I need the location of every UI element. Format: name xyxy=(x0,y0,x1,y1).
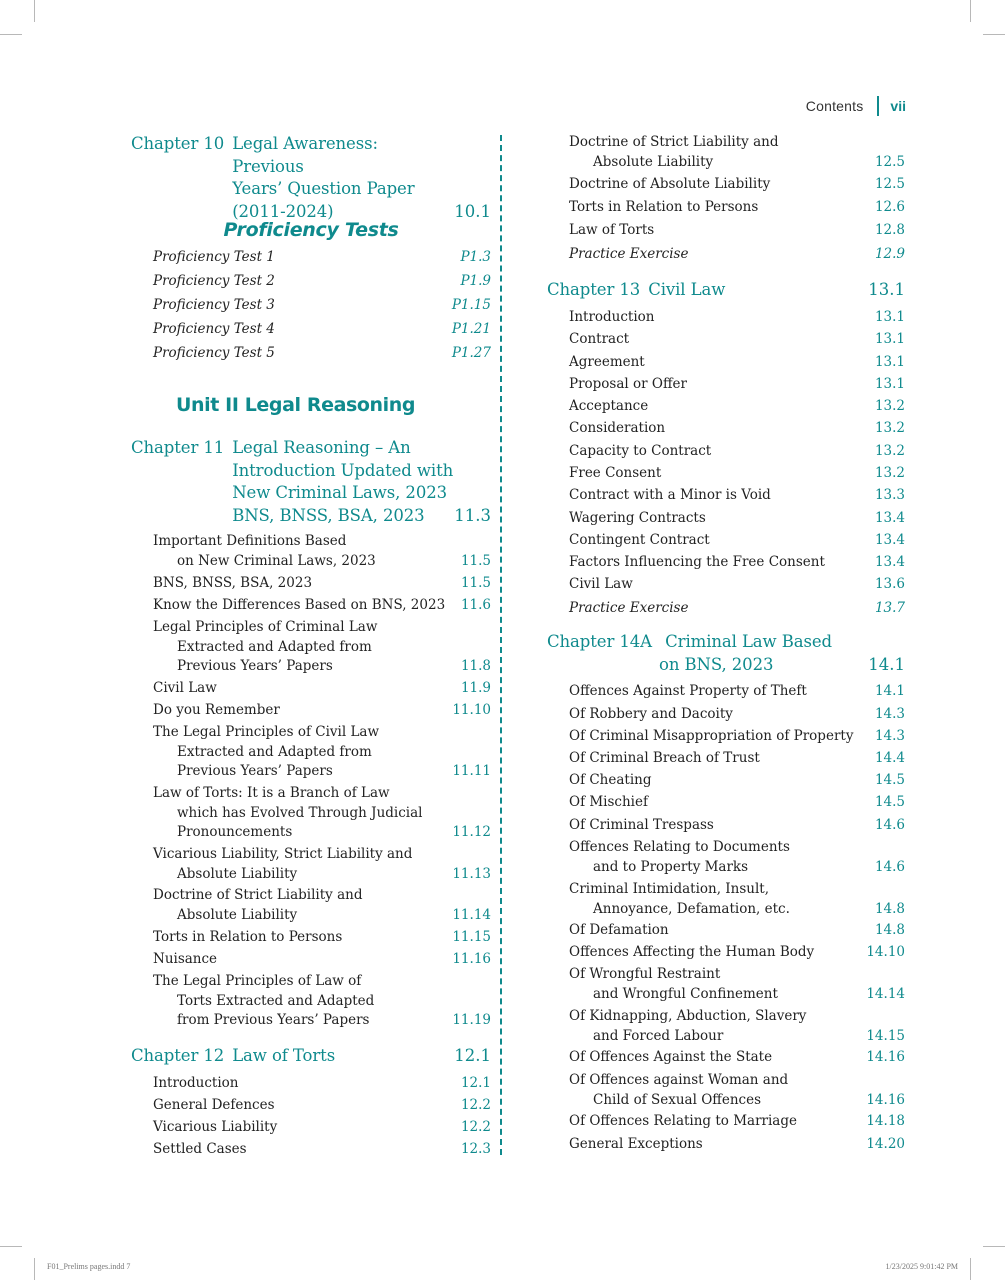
entry-title xyxy=(569,965,778,1004)
entry-title xyxy=(569,397,648,417)
entry-title xyxy=(153,845,412,884)
chapter-11-heading[interactable] xyxy=(131,437,491,527)
entry-page: 13.3 xyxy=(874,487,905,503)
chapter-label: Chapter 12 xyxy=(131,1046,225,1065)
entry-title-line: The Legal Principles of Law of xyxy=(153,973,362,989)
toc-entry[interactable] xyxy=(131,928,491,948)
toc-entry[interactable] xyxy=(547,419,905,439)
entry-title-line: Wagering Contracts xyxy=(569,510,706,526)
chapter-page: 14.1 xyxy=(868,654,905,674)
entry-title-line: General Exceptions xyxy=(569,1136,703,1152)
entry-page: P1.9 xyxy=(460,273,491,289)
entry-title-line: Vicarious Liability, Strict Liability and xyxy=(153,846,413,862)
entry-page: 11.5 xyxy=(460,575,491,591)
toc-entry[interactable] xyxy=(131,886,491,925)
entry-title-continuation: Child of Sexual Offences xyxy=(593,1091,762,1108)
entry-page: 14.1 xyxy=(874,683,905,699)
entry-title-line: Introduction xyxy=(153,1075,239,1091)
entry-title-continuation: on New Criminal Laws, 2023 xyxy=(177,552,376,569)
entry-title-line: Legal Principles of Criminal Law xyxy=(153,619,378,635)
toc-entry[interactable] xyxy=(547,1112,905,1132)
entry-page: 12.6 xyxy=(874,199,905,215)
entry-title-line: Civil Law xyxy=(569,576,633,592)
entry-title-line: Law of Torts: It is a Branch of Law xyxy=(153,785,390,801)
toc-entry[interactable] xyxy=(547,442,905,462)
chapter-label: Chapter 14A xyxy=(547,632,652,651)
entry-page: P1.3 xyxy=(460,249,491,265)
entry-page: 14.6 xyxy=(874,858,905,875)
toc-entry[interactable] xyxy=(547,133,905,172)
entry-title-line: Acceptance xyxy=(569,398,649,414)
entry-title-line: Of Offences Against the State xyxy=(569,1049,773,1065)
toc-entry[interactable] xyxy=(131,1096,491,1116)
entry-title-line: Vicarious Liability xyxy=(153,1119,278,1135)
toc-entry[interactable] xyxy=(547,308,905,328)
entry-title-line: Know the Differences Based on BNS, 2023 xyxy=(153,597,446,613)
chapter-title-line: on BNS, 2023 xyxy=(659,654,774,674)
toc-entry[interactable] xyxy=(547,838,905,877)
toc-entry[interactable] xyxy=(547,1071,905,1110)
entry-page: 13.4 xyxy=(874,554,905,570)
chapter-title: Civil Law xyxy=(648,280,726,299)
entry-title-continuation: and to Property Marks xyxy=(593,858,749,875)
entry-title xyxy=(153,950,217,970)
entry-title xyxy=(569,575,633,595)
toc-entry[interactable] xyxy=(547,793,905,813)
entry-title-line: Introduction xyxy=(569,309,655,325)
running-header xyxy=(806,94,906,118)
entry-page: 12.3 xyxy=(460,1141,491,1157)
entry-title xyxy=(153,679,217,699)
entry-title-line: Of Cheating xyxy=(569,772,652,788)
entry-title-line: Consideration xyxy=(569,420,666,436)
footer-timestamp: 1/23/2025 9:01:42 PM xyxy=(885,1262,958,1271)
toc-entry[interactable] xyxy=(547,943,905,963)
entry-title-line: Of Wrongful Restraint xyxy=(569,966,721,982)
entry-page: 14.16 xyxy=(866,1049,905,1065)
entry-page: 13.2 xyxy=(874,398,905,414)
toc-entry[interactable] xyxy=(547,245,905,265)
entry-title xyxy=(569,749,760,769)
entry-title-continuation: Absolute Liability xyxy=(593,153,714,170)
entry-title xyxy=(569,599,688,619)
header-divider xyxy=(877,96,879,116)
chapter-page: 12.1 xyxy=(454,1046,491,1065)
chapter-title: Legal Reasoning – An Introduction Updated with New Criminal Laws, 2023 BNS, BNSS, BSA, 2023 xyxy=(232,438,454,525)
entry-title xyxy=(569,816,714,836)
entry-page: 13.1 xyxy=(874,354,905,370)
entry-title-line: Offences Relating to Documents xyxy=(569,839,790,855)
entry-title-line: Of Offences against Woman and xyxy=(569,1072,789,1088)
entry-title xyxy=(569,1071,788,1110)
chapter-10-heading[interactable] xyxy=(131,133,491,223)
entry-title-line: Law of Torts xyxy=(569,222,655,238)
toc-entry[interactable] xyxy=(547,198,905,218)
entry-page: 11.12 xyxy=(452,824,491,840)
toc-entry[interactable] xyxy=(131,845,491,884)
entry-page: P1.21 xyxy=(451,321,491,337)
entry-title-line: Criminal Intimidation, Insult, xyxy=(569,881,769,897)
entry-page: 11.13 xyxy=(452,865,491,882)
toc-entry[interactable] xyxy=(131,1074,491,1094)
entry-title xyxy=(569,771,652,791)
entry-title xyxy=(153,1096,275,1116)
entry-page: 13.4 xyxy=(874,510,905,526)
entry-title xyxy=(569,509,706,529)
toc-entry[interactable] xyxy=(547,531,905,551)
entry-title xyxy=(569,727,853,747)
entry-title-line: BNS, BNSS, BSA, 2023 xyxy=(153,575,313,591)
toc-entry[interactable] xyxy=(547,464,905,484)
entry-title-continuation: Absolute Liability xyxy=(177,906,298,923)
entry-title xyxy=(153,618,377,677)
entry-title-line: Proposal or Offer xyxy=(569,376,687,392)
chapter-page: 13.1 xyxy=(868,280,905,299)
entry-title xyxy=(569,705,733,725)
toc-entry[interactable] xyxy=(547,553,905,573)
entry-page: 13.4 xyxy=(874,532,905,548)
entry-page: 13.7 xyxy=(874,600,905,616)
header-label: Contents xyxy=(805,98,864,114)
entry-page: 13.2 xyxy=(874,443,905,459)
toc-entry[interactable] xyxy=(131,784,491,843)
entry-page: 13.2 xyxy=(874,465,905,481)
entry-page: 14.8 xyxy=(874,900,905,917)
entry-title-line: Proficiency Test 5 xyxy=(153,345,275,361)
entry-title-line: Contract xyxy=(569,331,630,347)
toc-entry[interactable] xyxy=(131,596,491,616)
entry-page: 14.18 xyxy=(866,1113,905,1129)
toc-entry[interactable] xyxy=(547,816,905,836)
entry-title-line: Do you Remember xyxy=(153,702,280,718)
entry-title xyxy=(153,1140,247,1160)
entry-title-line: Nuisance xyxy=(153,951,218,967)
entry-title-line: Settled Cases xyxy=(153,1141,247,1157)
toc-entry[interactable] xyxy=(131,701,491,721)
entry-title-line: Capacity to Contract xyxy=(569,443,712,459)
toc-entry[interactable] xyxy=(547,375,905,395)
chapter-label: Chapter 11 xyxy=(131,438,225,457)
entry-page: 12.2 xyxy=(460,1119,491,1135)
entry-page: 11.16 xyxy=(452,951,491,967)
toc-entry[interactable] xyxy=(547,221,905,241)
entry-page: 13.1 xyxy=(874,331,905,347)
entry-page: 14.14 xyxy=(866,985,905,1002)
section-heading: Proficiency Tests xyxy=(223,219,399,241)
entry-title-line: Of Defamation xyxy=(569,922,669,938)
entry-title xyxy=(569,330,629,350)
entry-page: 11.6 xyxy=(460,597,491,613)
entry-title-continuation: and Wrongful Confinement xyxy=(593,985,778,1002)
entry-title xyxy=(569,682,807,702)
toc-entry[interactable] xyxy=(131,344,491,364)
entry-title-line: Factors Influencing the Free Consent xyxy=(569,554,825,570)
entry-title xyxy=(569,133,778,172)
entry-page: 12.1 xyxy=(460,1075,491,1091)
entry-title xyxy=(153,723,379,782)
entry-page: 14.3 xyxy=(874,728,905,744)
entry-page: 14.5 xyxy=(874,772,905,788)
entry-title-line: General Defences xyxy=(153,1097,275,1113)
entry-title-continuation: Absolute Liability xyxy=(177,865,298,882)
chapter-page: 11.3 xyxy=(454,505,491,525)
entry-title xyxy=(153,596,445,616)
entry-title-line: Proficiency Test 2 xyxy=(153,273,275,289)
entry-title-line: Torts in Relation to Persons xyxy=(569,199,759,215)
toc-entry[interactable] xyxy=(131,950,491,970)
entry-title xyxy=(153,296,275,316)
entry-title xyxy=(569,553,825,573)
entry-title-continuation: Annoyance, Defamation, etc. xyxy=(593,900,790,917)
toc-entry[interactable] xyxy=(547,1007,905,1046)
toc-entry[interactable] xyxy=(547,1135,905,1155)
toc-entry[interactable] xyxy=(547,965,905,1004)
entry-title xyxy=(569,1112,797,1132)
entry-title xyxy=(569,308,655,328)
toc-entry[interactable] xyxy=(131,272,491,292)
entry-title xyxy=(569,880,790,919)
toc-entry[interactable] xyxy=(131,296,491,316)
entry-title-line: Offences Affecting the Human Body xyxy=(569,944,815,960)
toc-entry[interactable] xyxy=(131,679,491,699)
entry-page: 14.6 xyxy=(874,817,905,833)
entry-title xyxy=(153,320,275,340)
entry-page: 13.6 xyxy=(874,576,905,592)
toc-entry[interactable] xyxy=(547,880,905,919)
entry-title xyxy=(153,1074,239,1094)
toc-entry[interactable] xyxy=(547,921,905,941)
toc-entry[interactable] xyxy=(547,682,905,702)
entry-title xyxy=(569,1048,772,1068)
entry-title-continuation: Torts Extracted and Adapted from Previous Years’ Papers xyxy=(177,992,375,1028)
entry-title xyxy=(153,574,312,594)
entry-title-line: Free Consent xyxy=(569,465,662,481)
entry-title xyxy=(569,245,688,265)
toc-entry[interactable] xyxy=(547,1048,905,1068)
entry-page: 14.16 xyxy=(866,1091,905,1108)
entry-title-line: Of Robbery and Dacoity xyxy=(569,706,733,722)
chapter-title: Legal Awareness: Previous Years’ Question Paper (2011-2024) xyxy=(232,134,415,221)
entry-title xyxy=(153,784,422,843)
entry-title xyxy=(153,344,275,364)
entry-title xyxy=(569,221,654,241)
entry-title-line: Of Kidnapping, Abduction, Slavery xyxy=(569,1008,807,1024)
entry-title xyxy=(569,442,711,462)
toc-entry[interactable] xyxy=(131,320,491,340)
entry-page: 11.8 xyxy=(460,658,491,674)
entry-title-line: Contingent Contract xyxy=(569,532,710,548)
entry-title-continuation: which has Evolved Through Judicial Pronouncements xyxy=(177,804,423,840)
chapter-label: Chapter 10 xyxy=(131,134,225,153)
entry-page: 13.2 xyxy=(874,420,905,436)
toc-entry[interactable] xyxy=(131,1140,491,1160)
toc-entry[interactable] xyxy=(547,575,905,595)
entry-page: 14.5 xyxy=(874,794,905,810)
entry-title-line: Of Criminal Misappropriation of Property xyxy=(569,728,854,744)
chapter-14a-heading[interactable] xyxy=(547,631,905,676)
entry-page: 12.9 xyxy=(874,246,905,262)
entry-title-line: Doctrine of Absolute Liability xyxy=(569,176,771,192)
entry-title xyxy=(569,375,687,395)
chapter-title-line: Criminal Law Based xyxy=(665,632,832,651)
toc-entry[interactable] xyxy=(547,330,905,350)
toc-entry[interactable] xyxy=(131,532,491,571)
entry-title xyxy=(569,793,648,813)
entry-title xyxy=(569,1007,806,1046)
chapter-13-heading[interactable] xyxy=(547,279,905,302)
entry-page: 11.15 xyxy=(452,929,491,945)
entry-title-line: Torts in Relation to Persons xyxy=(153,929,343,945)
entry-title-line: Proficiency Test 4 xyxy=(153,321,275,337)
entry-title-continuation: Extracted and Adapted from Previous Years’ Papers xyxy=(177,743,372,779)
toc-entry[interactable] xyxy=(131,248,491,268)
entry-title xyxy=(153,1118,277,1138)
chapter-12-heading[interactable] xyxy=(131,1045,491,1068)
entry-title-line: The Legal Principles of Civil Law xyxy=(153,724,380,740)
entry-title xyxy=(153,972,374,1031)
entry-title-line: Practice Exercise xyxy=(569,600,689,616)
entry-title xyxy=(569,419,665,439)
entry-title-line: Of Criminal Trespass xyxy=(569,817,714,833)
entry-title-line: Offences Against Property of Theft xyxy=(569,683,807,699)
entry-page: 14.4 xyxy=(874,750,905,766)
toc-entry[interactable] xyxy=(547,397,905,417)
entry-page: 14.8 xyxy=(874,922,905,938)
column-divider xyxy=(500,135,502,1155)
toc-entry[interactable] xyxy=(131,574,491,594)
toc-entry[interactable] xyxy=(547,749,905,769)
entry-title-line: Practice Exercise xyxy=(569,246,689,262)
entry-title xyxy=(569,486,771,506)
entry-title-continuation: Extracted and Adapted from Previous Years’ Papers xyxy=(177,638,372,674)
entry-title xyxy=(569,531,710,551)
entry-page: 12.5 xyxy=(874,153,905,170)
entry-page: 12.8 xyxy=(874,222,905,238)
chapter-page: 10.1 xyxy=(454,201,491,221)
chapter-title: Law of Torts xyxy=(232,1046,336,1065)
toc-entry[interactable] xyxy=(131,723,491,782)
entry-page: 11.11 xyxy=(452,763,491,779)
entry-title-line: Doctrine of Strict Liability and xyxy=(569,134,779,150)
entry-title-line: Important Definitions Based xyxy=(153,533,347,549)
entry-page: 14.10 xyxy=(866,944,905,960)
toc-entry[interactable] xyxy=(547,486,905,506)
entry-title-line: Agreement xyxy=(569,354,645,370)
entry-page: 12.5 xyxy=(874,176,905,192)
toc-entry[interactable] xyxy=(547,705,905,725)
footer-file: F01_Prelims pages.indd 7 xyxy=(47,1262,131,1271)
entry-page: 13.1 xyxy=(874,376,905,392)
entry-page: 14.15 xyxy=(866,1027,905,1044)
entry-page: 11.10 xyxy=(452,702,491,718)
toc-entry[interactable] xyxy=(547,771,905,791)
entry-title xyxy=(569,175,770,195)
entry-title xyxy=(569,198,758,218)
entry-title xyxy=(153,886,362,925)
entry-title-continuation: and Forced Labour xyxy=(593,1027,724,1044)
page-number: vii xyxy=(890,98,906,114)
toc-entry[interactable] xyxy=(131,1118,491,1138)
entry-title xyxy=(569,464,661,484)
toc-entry[interactable] xyxy=(131,618,491,677)
chapter-label: Chapter 13 xyxy=(547,280,641,299)
entry-title-line: Of Offences Relating to Marriage xyxy=(569,1113,797,1129)
entry-page: 14.3 xyxy=(874,706,905,722)
entry-page: 11.9 xyxy=(460,680,491,696)
entry-title xyxy=(569,1135,703,1155)
entry-page: P1.27 xyxy=(451,345,491,361)
entry-page: 12.2 xyxy=(460,1097,491,1113)
entry-title-line: Contract with a Minor is Void xyxy=(569,487,771,503)
entry-title xyxy=(153,272,275,292)
entry-page: 14.20 xyxy=(866,1136,905,1152)
entry-title xyxy=(153,701,280,721)
entry-title-line: Proficiency Test 1 xyxy=(153,249,275,265)
toc-entry[interactable] xyxy=(547,175,905,195)
toc-entry[interactable] xyxy=(131,972,491,1031)
entry-title xyxy=(153,248,275,268)
toc-entry[interactable] xyxy=(547,353,905,373)
unit-heading: Unit II Legal Reasoning xyxy=(176,394,416,416)
entry-title xyxy=(569,943,814,963)
entry-page: P1.15 xyxy=(451,297,491,313)
entry-title xyxy=(153,928,342,948)
entry-title-line: Of Mischief xyxy=(569,794,648,810)
entry-title xyxy=(569,353,645,373)
toc-entry[interactable] xyxy=(547,599,905,619)
entry-page: 11.14 xyxy=(452,906,491,923)
entry-page: 11.5 xyxy=(460,552,491,569)
entry-title-line: Of Criminal Breach of Trust xyxy=(569,750,760,766)
entry-title xyxy=(569,838,790,877)
entry-title xyxy=(569,921,669,941)
entry-title xyxy=(153,532,376,571)
entry-title-line: Doctrine of Strict Liability and xyxy=(153,887,363,903)
entry-page: 11.19 xyxy=(452,1012,491,1028)
entry-title-line: Civil Law xyxy=(153,680,217,696)
entry-title-line: Proficiency Test 3 xyxy=(153,297,275,313)
toc-entry[interactable] xyxy=(547,509,905,529)
entry-page: 13.1 xyxy=(874,309,905,325)
toc-entry[interactable] xyxy=(547,727,905,747)
